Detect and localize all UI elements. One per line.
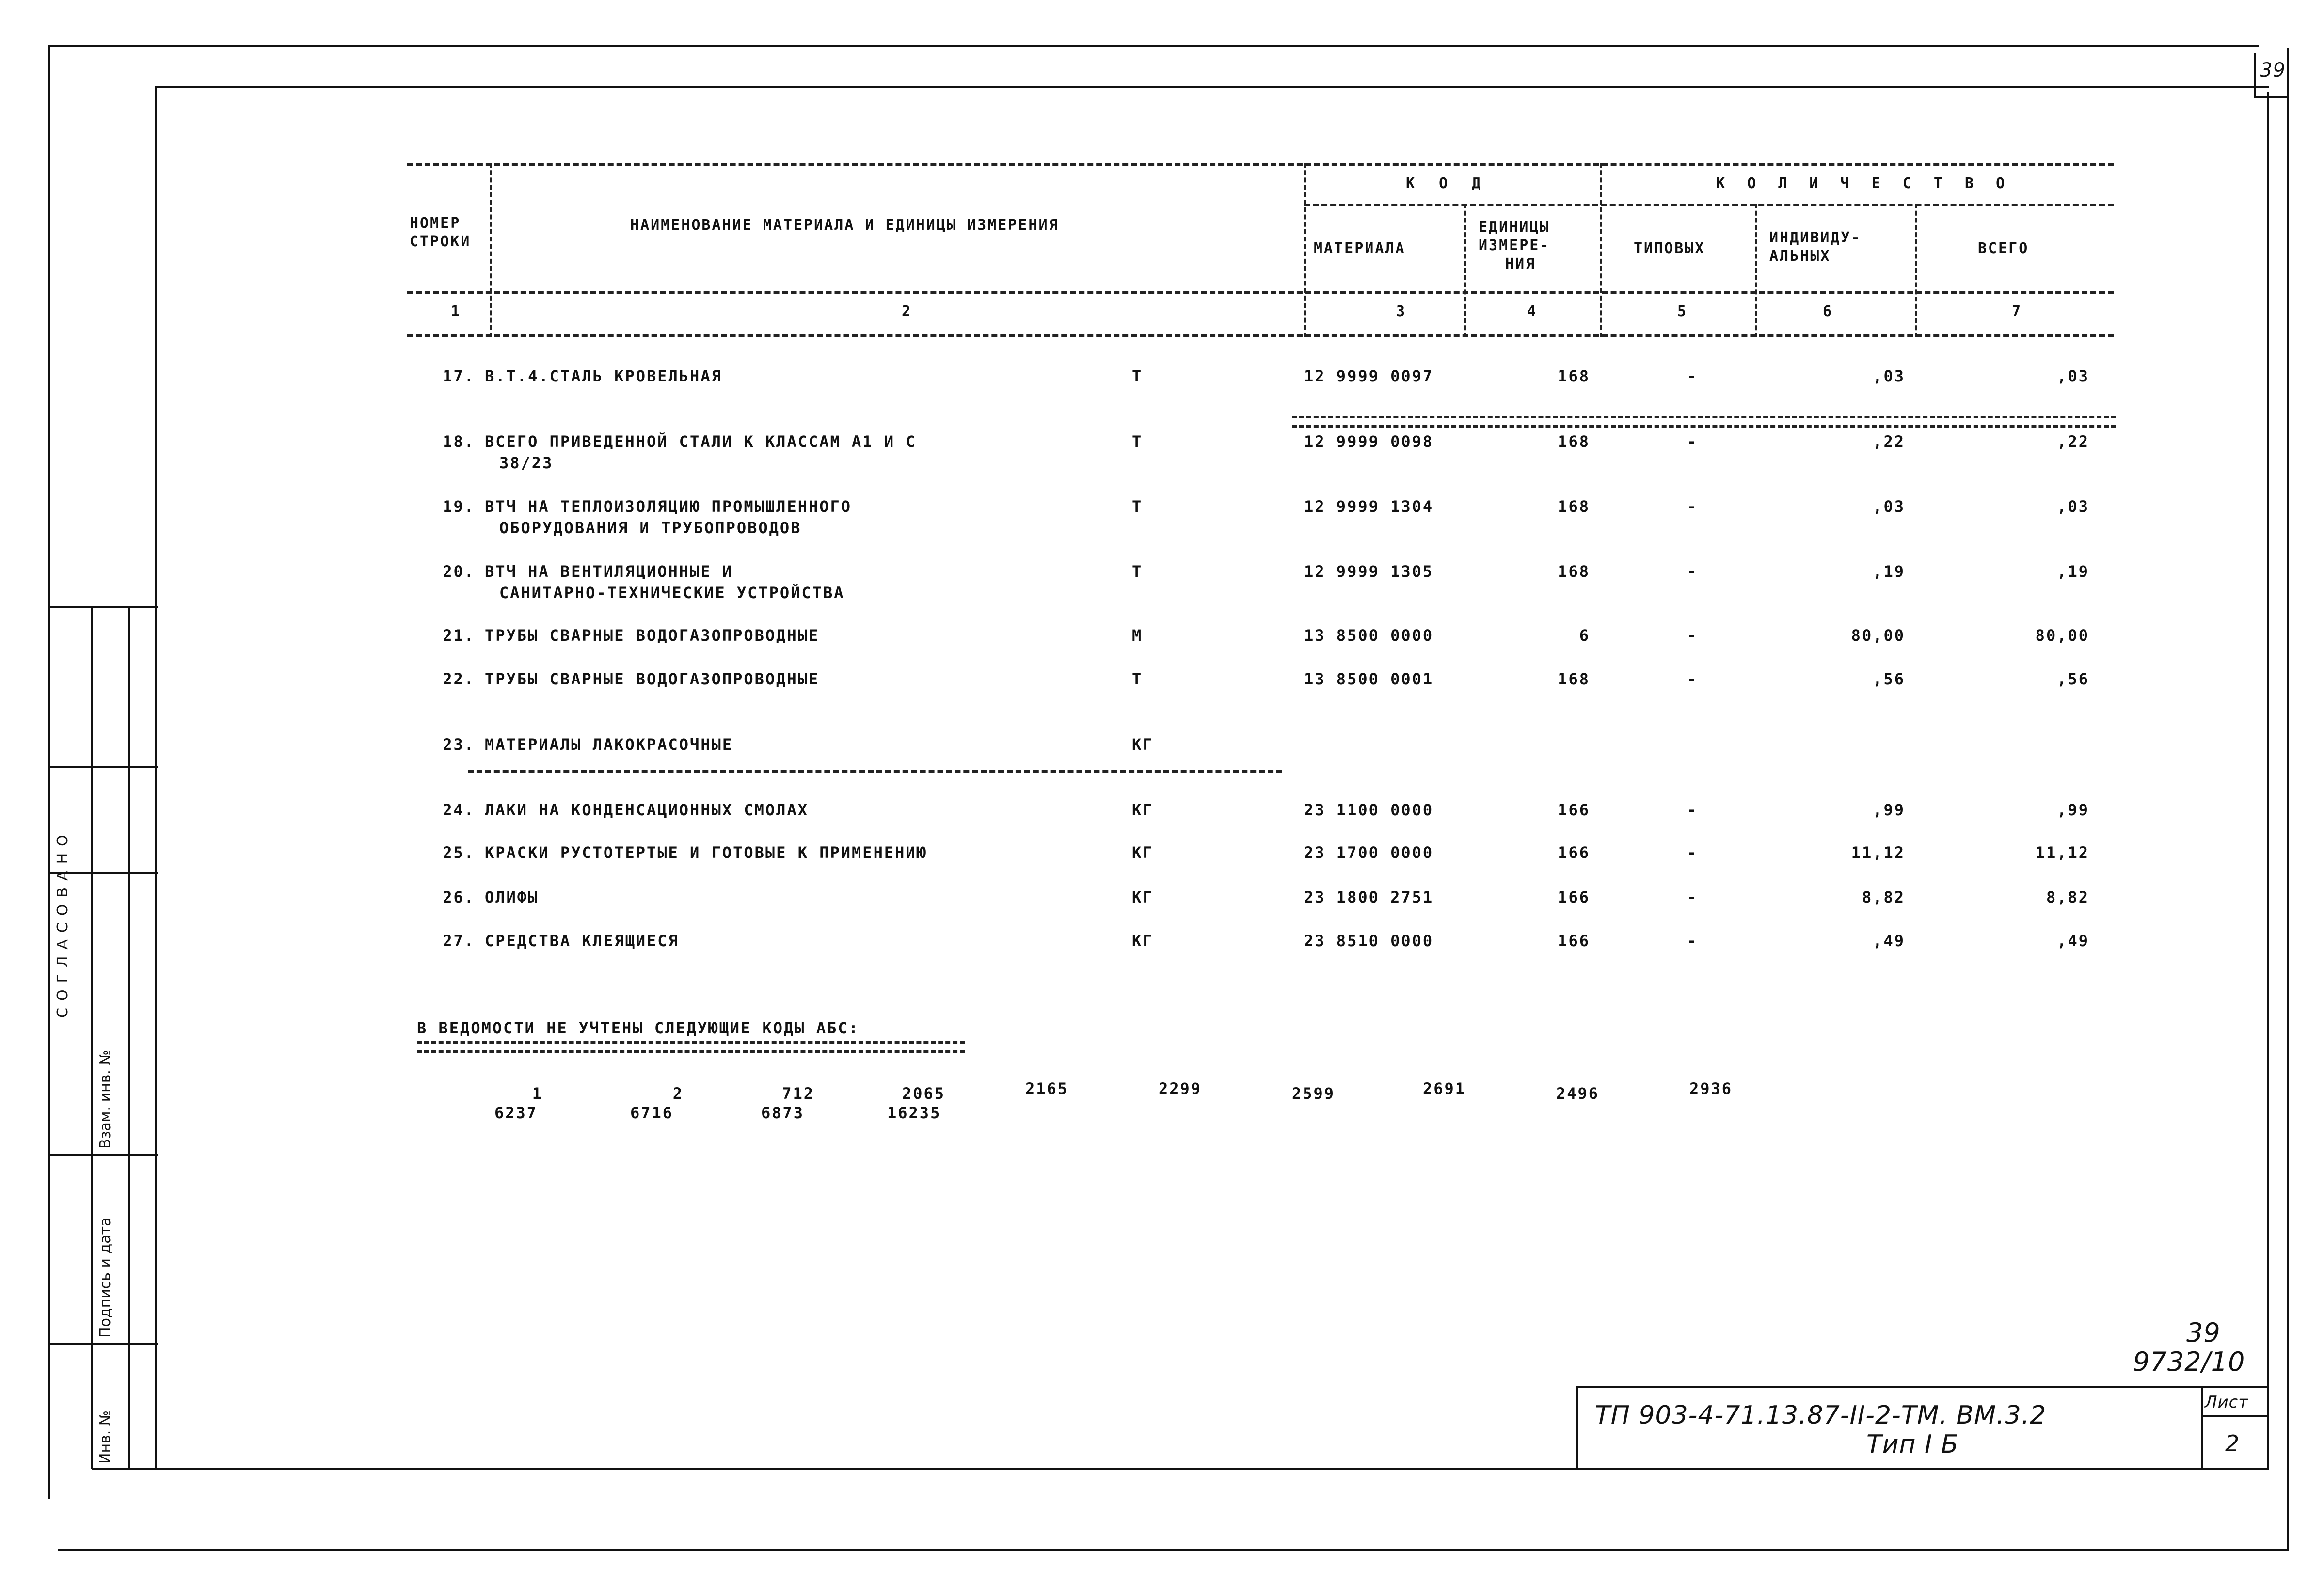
row-number: 24.	[443, 801, 475, 819]
row-typical: -	[1687, 670, 1698, 688]
row-code: 12 9999 0098	[1304, 432, 1434, 451]
row-unit-code: 166	[1558, 843, 1590, 862]
row-total: 80,00	[2035, 626, 2089, 645]
header-top-line	[407, 163, 2114, 166]
row-name: ВТЧ НА ВЕНТИЛЯЦИОННЫЕ И	[485, 562, 733, 581]
row-number: 23.	[443, 735, 475, 754]
note-underline	[417, 1041, 965, 1053]
header-sep-5	[1755, 204, 1757, 337]
row-total: ,03	[2057, 367, 2089, 385]
outer-left-line	[48, 45, 50, 1499]
side-strip-line-1	[91, 606, 93, 1469]
row-unit: Т	[1132, 670, 1143, 688]
abc-code: 2065	[902, 1084, 945, 1103]
header-sep-1	[490, 163, 492, 337]
col-number-4: 4	[1527, 303, 1538, 320]
row-name: ОЛИФЫ	[485, 888, 539, 906]
col-number-1: 1	[451, 303, 462, 320]
header-sep-2	[1304, 163, 1306, 337]
outer-top-line	[48, 45, 2259, 47]
note-text: В ВЕДОМОСТИ НЕ УЧТЕНЫ СЛЕДУЮЩИЕ КОДЫ АБС:	[417, 1019, 860, 1037]
row-total: ,19	[2057, 562, 2089, 581]
abc-code: 6716	[630, 1104, 674, 1122]
row-name: ВСЕГО ПРИВЕДЕННОЙ СТАЛИ К КЛАССАМ А1 И С	[485, 432, 917, 451]
row-individual: 11,12	[1851, 843, 1905, 862]
row-name: КРАСКИ РУСТОТЕРТЫЕ И ГОТОВЫЕ К ПРИМЕНЕНИЮ	[485, 843, 927, 862]
row-individual: ,49	[1873, 932, 1905, 950]
row-unit-code: 168	[1558, 497, 1590, 516]
side-approved: СОГЛАСОВАНО	[54, 828, 71, 1018]
row-name: ЛАКИ НА КОНДЕНСАЦИОННЫХ СМОЛАХ	[485, 801, 809, 819]
abc-code: 2299	[1159, 1079, 1202, 1098]
header-unit-3: НИЯ	[1505, 255, 1536, 272]
header-under-line	[407, 291, 2114, 294]
row-number: 25.	[443, 843, 475, 862]
side-inv-no: Инв. №	[97, 1410, 114, 1464]
row-total: ,03	[2057, 497, 2089, 516]
row-individual: ,03	[1873, 497, 1905, 516]
row-individual: ,56	[1873, 670, 1905, 688]
col-number-2: 2	[902, 303, 912, 320]
row-typical: -	[1687, 801, 1698, 819]
row-number: 22.	[443, 670, 475, 688]
row-unit: М	[1132, 626, 1143, 645]
row-number: 21.	[443, 626, 475, 645]
header-code: К О Д	[1406, 175, 1489, 192]
stamp-sheet-divider	[2201, 1386, 2203, 1469]
col-number-3: 3	[1396, 303, 1407, 320]
row-code: 12 9999 0097	[1304, 367, 1434, 385]
row-number: 19.	[443, 497, 475, 516]
abc-code: 6237	[494, 1104, 538, 1122]
row-name-line-2: САНИТАРНО-ТЕХНИЧЕСКИЕ УСТРОЙСТВА	[499, 584, 845, 602]
stamp-left-line	[1576, 1386, 1578, 1469]
row-unit: Т	[1132, 367, 1143, 385]
abc-code: 2936	[1689, 1079, 1733, 1098]
row-individual: ,19	[1873, 562, 1905, 581]
row-number: 18.	[443, 432, 475, 451]
row-unit: Т	[1132, 497, 1143, 516]
row-name: В.Т.4.СТАЛЬ КРОВЕЛЬНАЯ	[485, 367, 722, 385]
row-code: 23 8510 0000	[1304, 932, 1434, 950]
side-replacement-inv: Взам. инв. №	[97, 1050, 114, 1149]
abc-code: 712	[782, 1084, 814, 1103]
header-quantity: К О Л И Ч Е С Т В О	[1716, 175, 2012, 192]
side-strip-sep-1	[48, 606, 158, 608]
row-typical: -	[1687, 367, 1698, 385]
row-typical: -	[1687, 562, 1698, 581]
header-individual-1: ИНДИВИДУ-	[1769, 229, 1862, 246]
row-unit-code: 168	[1558, 367, 1590, 385]
abc-code: 16235	[887, 1104, 941, 1122]
row-code: 23 1100 0000	[1304, 801, 1434, 819]
row-name: ТРУБЫ СВАРНЫЕ ВОДОГАЗОПРОВОДНЫЕ	[485, 626, 820, 645]
row-individual: ,03	[1873, 367, 1905, 385]
stamp-sheet-number: 39	[2186, 1317, 2221, 1348]
row-typical: -	[1687, 932, 1698, 950]
header-material: МАТЕРИАЛА	[1314, 240, 1406, 257]
header-typical: ТИПОВЫХ	[1634, 240, 1705, 257]
row-number: 17.	[443, 367, 475, 385]
col-number-7: 7	[2012, 303, 2022, 320]
side-signature-date: Подпись и дата	[97, 1217, 114, 1338]
row-code: 12 9999 1305	[1304, 562, 1434, 581]
header-row-no-1: НОМЕР	[410, 215, 461, 232]
abc-code: 2691	[1423, 1079, 1466, 1098]
abc-code: 2165	[1025, 1079, 1069, 1098]
side-strip-sep-5	[48, 1343, 158, 1345]
header-sep-3	[1464, 204, 1466, 337]
stamp-top-line	[1576, 1386, 2268, 1388]
row-total: 8,82	[2046, 888, 2089, 906]
row-unit: КГ	[1132, 843, 1154, 862]
page-bottom-line	[58, 1549, 2288, 1551]
abc-code: 1	[532, 1084, 543, 1103]
frame-left-line	[155, 86, 157, 1468]
side-strip-sep-2	[48, 766, 158, 768]
row-typical: -	[1687, 432, 1698, 451]
row-unit-code: 6	[1579, 626, 1590, 645]
row-total: ,99	[2057, 801, 2089, 819]
row-number: 27.	[443, 932, 475, 950]
row-unit: КГ	[1132, 801, 1154, 819]
stamp-sheet-value: 2	[2225, 1430, 2240, 1457]
row-unit-code: 168	[1558, 562, 1590, 581]
row-total: ,22	[2057, 432, 2089, 451]
row-typical: -	[1687, 888, 1698, 906]
stamp-sheet-line	[2201, 1415, 2268, 1417]
abc-code: 2599	[1292, 1084, 1336, 1103]
frame-right-line	[2267, 92, 2269, 1469]
row-individual: ,99	[1873, 801, 1905, 819]
row-unit-code: 166	[1558, 888, 1590, 906]
row-typical: -	[1687, 626, 1698, 645]
row-code: 23 1700 0000	[1304, 843, 1434, 862]
row-individual: ,22	[1873, 432, 1905, 451]
row-unit-code: 168	[1558, 670, 1590, 688]
row-unit: КГ	[1132, 932, 1154, 950]
row-unit-code: 168	[1558, 432, 1590, 451]
page-corner-number: 39	[2260, 59, 2286, 81]
row-typical: -	[1687, 497, 1698, 516]
row-typical: -	[1687, 843, 1698, 862]
row-unit: КГ	[1132, 735, 1154, 754]
side-strip-sep-4	[48, 1154, 158, 1156]
row-total: ,49	[2057, 932, 2089, 950]
row-code: 23 1800 2751	[1304, 888, 1434, 906]
row-name-line-2: 38/23	[499, 454, 554, 472]
col-number-5: 5	[1677, 303, 1688, 320]
abc-code: 6873	[761, 1104, 805, 1122]
row-code: 12 9999 1304	[1304, 497, 1434, 516]
row-unit: КГ	[1132, 888, 1154, 906]
stamp-doc-type: Тип I Б	[1866, 1430, 1959, 1459]
row-name: ВТЧ НА ТЕПЛОИЗОЛЯЦИЮ ПРОМЫШЛЕННОГО	[485, 497, 852, 516]
stamp-sheet-label: Лист	[2205, 1393, 2249, 1412]
row-unit: Т	[1132, 432, 1143, 451]
row-name: ТРУБЫ СВАРНЫЕ ВОДОГАЗОПРОВОДНЫЕ	[485, 670, 820, 688]
header-unit-2: ИЗМЕРЕ-	[1479, 237, 1550, 254]
row-total: 11,12	[2035, 843, 2089, 862]
row-code: 13 8500 0000	[1304, 626, 1434, 645]
row-unit: Т	[1132, 562, 1143, 581]
row-name: МАТЕРИАЛЫ ЛАКОКРАСОЧНЫЕ	[485, 735, 733, 754]
frame-top-line	[155, 86, 2269, 88]
row-name: СРЕДСТВА КЛЕЯЩИЕСЯ	[485, 932, 679, 950]
row-unit-code: 166	[1558, 932, 1590, 950]
row-total: ,56	[2057, 670, 2089, 688]
group-underline	[468, 770, 1282, 773]
row-code: 13 8500 0001	[1304, 670, 1434, 688]
stamp-inventory-number: 9732/10	[2133, 1347, 2245, 1377]
page-right-line	[2287, 48, 2289, 1551]
row-individual: 8,82	[1862, 888, 1905, 906]
header-individual-2: АЛЬНЫХ	[1769, 248, 1831, 265]
header-sep-6	[1915, 204, 1917, 337]
row-number: 20.	[443, 562, 475, 581]
col-number-6: 6	[1823, 303, 1833, 320]
row-name-line-2: ОБОРУДОВАНИЯ И ТРУБОПРОВОДОВ	[499, 519, 802, 537]
header-total: ВСЕГО	[1978, 240, 2029, 257]
side-strip-line-2	[128, 606, 130, 1469]
abc-code: 2496	[1556, 1084, 1600, 1103]
row-unit-code: 166	[1558, 801, 1590, 819]
row-individual: 80,00	[1851, 626, 1905, 645]
header-bottom-line	[407, 334, 2114, 337]
header-unit-1: ЕДИНИЦЫ	[1479, 219, 1550, 236]
abc-code: 2	[672, 1084, 684, 1103]
row-number: 26.	[443, 888, 475, 906]
header-mid-line	[1304, 204, 2114, 206]
frame-bottom-line	[92, 1468, 2269, 1470]
stamp-doc-code: ТП 903-4-71.13.87-II-2-ТМ. ВМ.3.2	[1595, 1401, 2047, 1430]
header-row-no-2: СТРОКИ	[410, 233, 471, 250]
header-sep-4	[1600, 163, 1602, 337]
subtotal-separator	[1292, 416, 2116, 428]
header-name: НАИМЕНОВАНИЕ МАТЕРИАЛА И ЕДИНИЦЫ ИЗМЕРЕНИЯ	[630, 217, 1059, 234]
